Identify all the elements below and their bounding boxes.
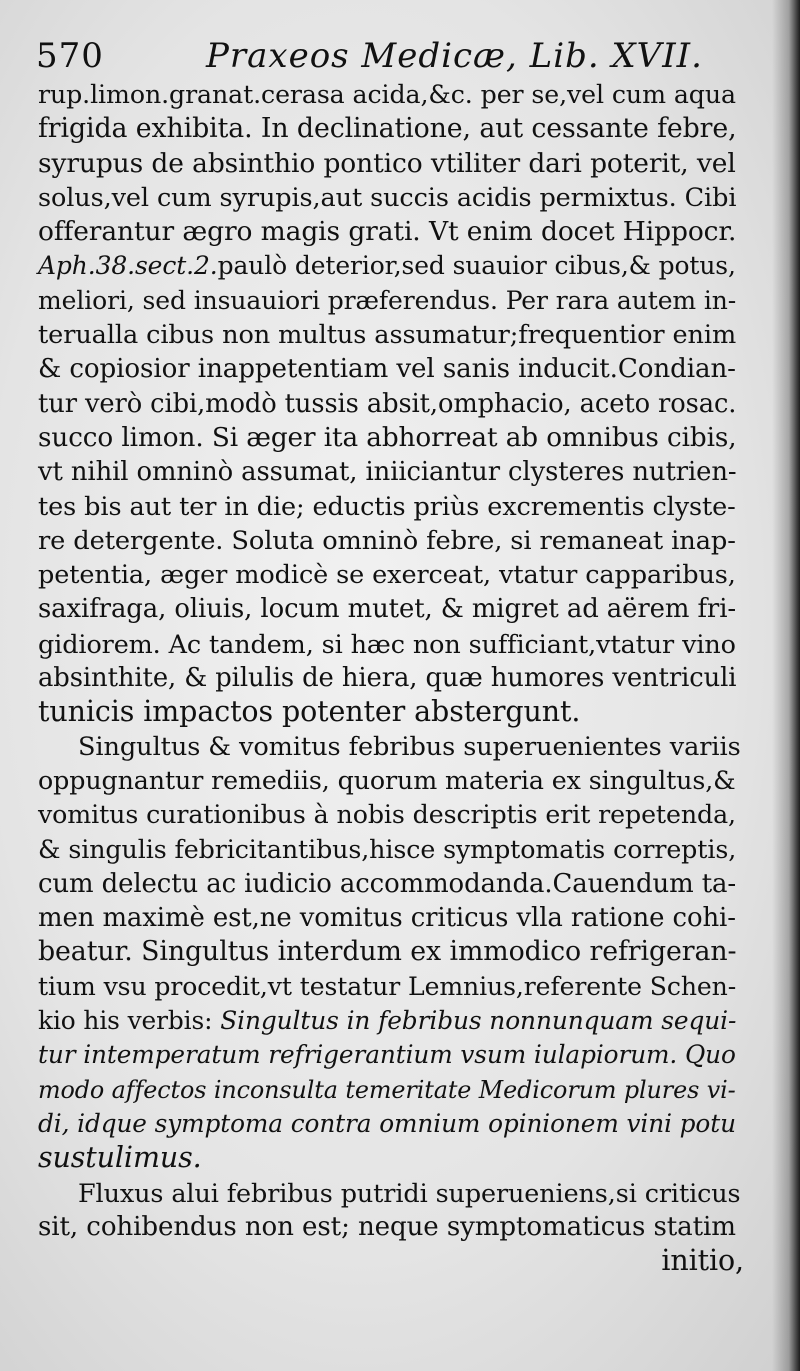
line-text: tium vsu procedit,vt testatur Lemnius,referente Schen- [38, 971, 737, 1001]
line-text: succo limon. Si æger ita abhorreat ab omnibus cibis, [38, 422, 737, 453]
line-text: terualla cibus non multus assumatur;frequentior enim [38, 320, 737, 351]
text-line [38, 627, 744, 661]
text-line [38, 249, 744, 283]
text-line [38, 935, 744, 969]
text-line [38, 1073, 744, 1107]
line-text: Fluxus alui febribus putridi superueniens,si criticus [78, 1177, 741, 1208]
text-line [38, 147, 744, 181]
quoted-text: Singultus in febribus nonnunquam sequi- [220, 1006, 737, 1036]
line-text: re detergente. Soluta omninò febre, si remaneat inap- [38, 525, 736, 556]
line-text: Singultus & vomitus febribus superuenientes variis [78, 731, 741, 762]
line-text: tur verò cibi,modò tussis absit,omphacio, aceto rosac. [38, 388, 737, 419]
text-line [38, 490, 744, 524]
page-number: 570 [36, 36, 104, 76]
page-edge-shadow [772, 0, 800, 1371]
line-text: & copiosior inappetentiam vel sanis inducit.Condian- [38, 354, 736, 385]
line-text: di, idque symptoma contra omnium opinionem vini potu [38, 1108, 736, 1138]
text-line [38, 1210, 744, 1244]
line-text: sit, cohibendus non est; neque symptomaticus statim [38, 1211, 736, 1242]
line-text: vt nihil omninò assumat, iniiciantur clysteres nutrien- [38, 457, 737, 488]
text-line [38, 1038, 744, 1072]
line-text: rup.limon.granat.cerasa acida,&c. per se,vel cum aqua [38, 80, 736, 109]
line-text: tes bis aut ter in die; eductis priùs excrementis clyste- [38, 491, 736, 522]
line-text: kio his verbis: [38, 1006, 221, 1036]
line-text: initio, [661, 1244, 744, 1278]
line-text: men maximè est,ne vomitus criticus vlla ratione cohi- [38, 903, 736, 934]
line-text: frigida exhibita. In declinatione, aut cessante febre, [38, 113, 737, 145]
line-text: vomitus curationibus à nobis descriptis erit repetenda, [38, 800, 736, 830]
text-line [38, 970, 744, 1004]
text-line [38, 112, 744, 146]
line-text: meliori, sed insuauiori præferendus. Per rara autem in- [38, 285, 737, 315]
text-line [38, 1244, 744, 1278]
line-text: beatur. Singultus interdum ex immodico refrigeran- [38, 936, 737, 968]
line-text: cum delectu ac iudicio accommodanda.Cauendum ta- [38, 868, 737, 899]
text-line [38, 1107, 744, 1141]
text-line [38, 387, 744, 421]
text-line [38, 1176, 744, 1210]
line-text: & singulis febricitantibus,hisce symptomatis correptis, [38, 834, 737, 864]
text-line [38, 524, 744, 558]
line-text: gidiorem. Ac tandem, si hæc non sufficiant,vtatur vino [38, 628, 736, 659]
text-line [38, 867, 744, 901]
line-text: petentia, æger modicè se exerceat, vtatur capparibus, [38, 560, 736, 591]
text-line [38, 455, 744, 489]
line-text: tunicis impactos potenter abstergunt. [38, 695, 581, 729]
line-text: sustulimus. [38, 1141, 202, 1175]
line-text: saxifraga, oliuis, locum mutet, & migret ad aërem fri- [38, 594, 737, 625]
line-text: paulò deterior,sed suauior cibus,& potus, [217, 251, 736, 281]
text-line [38, 661, 744, 695]
line-text: oppugnantur remediis, quorum materia ex singultus,& [38, 765, 736, 795]
text-line [38, 695, 744, 729]
text-line [38, 833, 744, 867]
text-line [38, 421, 744, 455]
text-line [38, 318, 744, 352]
text-line [38, 181, 744, 215]
citation-ref: Aph.38.sect.2. [38, 251, 218, 281]
line-text: solus,vel cum syrupis,aut succis acidis permixtus. Cibi [38, 182, 737, 213]
running-head: Praxeos Medicæ, Lib. XVII. [206, 36, 703, 76]
text-line [38, 284, 744, 318]
line-text: tur intemperatum refrigerantium vsum iulapiorum. Quo [38, 1040, 736, 1070]
text-line [38, 592, 744, 626]
text-line [38, 730, 744, 764]
text-line [38, 764, 744, 798]
body-text [38, 78, 744, 1278]
text-line [38, 558, 744, 592]
text-line [38, 78, 744, 112]
text-line [38, 798, 744, 832]
text-line [38, 901, 744, 935]
line-text: modo affectos inconsulta temeritate Medicorum plures vi- [38, 1075, 736, 1104]
text-line [38, 1004, 744, 1038]
page-header [36, 36, 760, 76]
text-line [38, 1141, 744, 1175]
line-text: syrupus de absinthio pontico vtiliter dari poterit, vel [38, 147, 736, 179]
line-text: offerantur ægro magis grati. Vt enim docet Hippocr. [38, 216, 737, 248]
text-line [38, 352, 744, 386]
text-line [38, 215, 744, 249]
line-text: absinthite, & pilulis de hiera, quæ humores ventriculi [38, 663, 737, 694]
